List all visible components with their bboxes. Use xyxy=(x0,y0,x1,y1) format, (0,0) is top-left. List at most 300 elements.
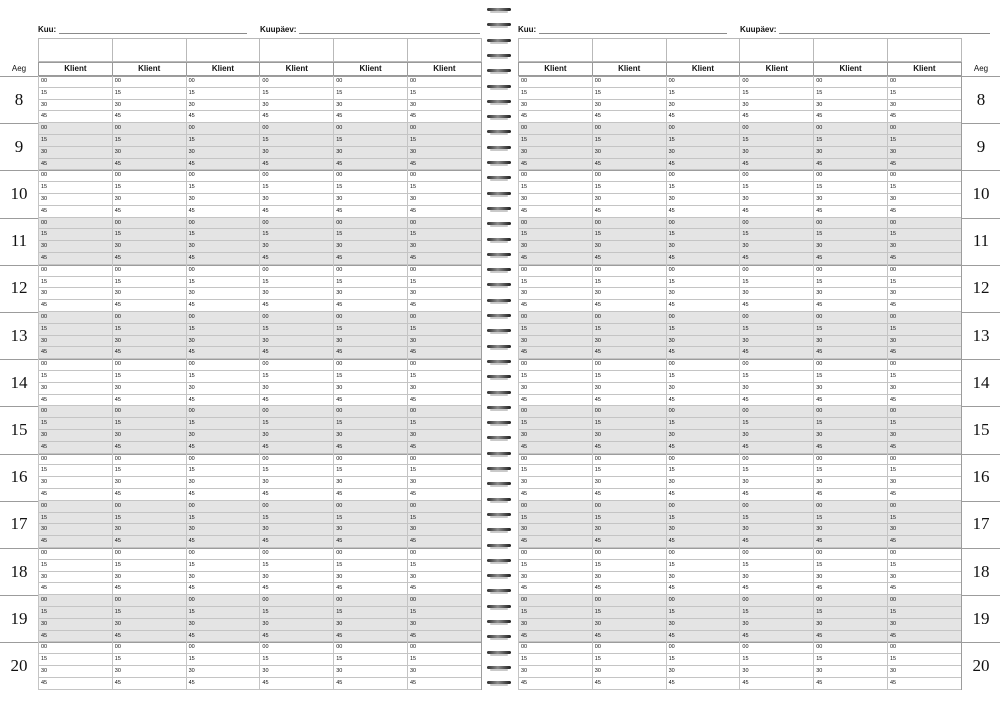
left-time-slot[interactable]: 30 xyxy=(186,147,261,159)
right-time-slot[interactable]: 00 xyxy=(592,123,667,135)
right-time-slot[interactable]: 30 xyxy=(813,194,888,206)
right-time-slot[interactable]: 00 xyxy=(666,595,741,607)
right-time-slot[interactable]: 45 xyxy=(666,536,741,548)
right-time-slot[interactable]: 00 xyxy=(813,170,888,182)
right-time-slot[interactable]: 00 xyxy=(813,501,888,513)
left-time-slot[interactable]: 45 xyxy=(407,111,482,123)
left-time-slot[interactable]: 45 xyxy=(333,678,408,690)
right-time-slot[interactable]: 15 xyxy=(739,229,814,241)
right-time-slot[interactable]: 15 xyxy=(666,607,741,619)
left-time-slot[interactable]: 15 xyxy=(112,135,187,147)
left-time-slot[interactable]: 15 xyxy=(259,182,334,194)
right-time-slot[interactable]: 30 xyxy=(518,147,593,159)
left-time-slot[interactable]: 30 xyxy=(112,572,187,584)
left-time-slot[interactable]: 15 xyxy=(38,560,113,572)
right-time-slot[interactable]: 00 xyxy=(813,265,888,277)
left-time-slot[interactable]: 30 xyxy=(38,666,113,678)
left-time-slot[interactable]: 45 xyxy=(38,159,113,171)
left-time-slot[interactable]: 45 xyxy=(407,489,482,501)
right-time-slot[interactable]: 45 xyxy=(518,300,593,312)
right-time-slot[interactable]: 45 xyxy=(887,111,962,123)
left-time-slot[interactable]: 00 xyxy=(112,548,187,560)
right-time-slot[interactable]: 15 xyxy=(518,513,593,525)
left-time-slot[interactable]: 00 xyxy=(112,501,187,513)
right-time-slot[interactable]: 15 xyxy=(592,654,667,666)
left-time-slot[interactable]: 30 xyxy=(333,336,408,348)
right-time-slot[interactable]: 45 xyxy=(666,395,741,407)
right-time-slot[interactable]: 15 xyxy=(666,371,741,383)
right-time-slot[interactable]: 30 xyxy=(592,477,667,489)
left-time-slot[interactable]: 00 xyxy=(407,642,482,654)
left-time-slot[interactable]: 45 xyxy=(38,206,113,218)
right-time-slot[interactable]: 15 xyxy=(518,135,593,147)
left-time-slot[interactable]: 00 xyxy=(38,406,113,418)
left-time-slot[interactable]: 45 xyxy=(38,111,113,123)
right-time-slot[interactable]: 45 xyxy=(739,206,814,218)
right-time-slot[interactable]: 45 xyxy=(666,253,741,265)
right-time-slot[interactable]: 00 xyxy=(518,548,593,560)
kuu-input-line[interactable] xyxy=(539,24,727,34)
right-time-slot[interactable]: 15 xyxy=(592,560,667,572)
right-time-slot[interactable]: 45 xyxy=(739,583,814,595)
right-time-slot[interactable]: 45 xyxy=(592,631,667,643)
right-time-slot[interactable]: 30 xyxy=(666,666,741,678)
left-time-slot[interactable]: 00 xyxy=(407,501,482,513)
right-time-slot[interactable]: 30 xyxy=(887,147,962,159)
right-time-slot[interactable]: 45 xyxy=(518,206,593,218)
right-time-slot[interactable]: 00 xyxy=(813,312,888,324)
right-time-slot[interactable]: 45 xyxy=(739,111,814,123)
right-time-slot[interactable]: 30 xyxy=(666,100,741,112)
left-time-slot[interactable]: 45 xyxy=(407,300,482,312)
right-time-slot[interactable]: 00 xyxy=(592,406,667,418)
right-time-slot[interactable]: 30 xyxy=(887,241,962,253)
left-time-slot[interactable]: 30 xyxy=(186,288,261,300)
right-time-slot[interactable]: 00 xyxy=(666,123,741,135)
left-time-slot[interactable]: 15 xyxy=(259,371,334,383)
left-time-slot[interactable]: 15 xyxy=(259,560,334,572)
left-time-slot[interactable]: 45 xyxy=(333,206,408,218)
left-time-slot[interactable]: 15 xyxy=(259,277,334,289)
left-time-slot[interactable]: 30 xyxy=(259,383,334,395)
left-column-name-box[interactable] xyxy=(333,38,408,62)
left-column-name-box[interactable] xyxy=(259,38,334,62)
left-time-slot[interactable]: 00 xyxy=(333,123,408,135)
left-time-slot[interactable]: 15 xyxy=(259,654,334,666)
left-time-slot[interactable]: 00 xyxy=(186,76,261,88)
right-time-slot[interactable]: 45 xyxy=(739,536,814,548)
left-time-slot[interactable]: 30 xyxy=(407,572,482,584)
right-time-slot[interactable]: 45 xyxy=(813,347,888,359)
right-time-slot[interactable]: 30 xyxy=(739,619,814,631)
right-time-slot[interactable]: 45 xyxy=(666,300,741,312)
right-time-slot[interactable]: 30 xyxy=(813,241,888,253)
left-time-slot[interactable]: 30 xyxy=(186,336,261,348)
right-time-slot[interactable]: 15 xyxy=(739,277,814,289)
right-time-slot[interactable]: 00 xyxy=(739,548,814,560)
right-time-slot[interactable]: 45 xyxy=(518,111,593,123)
left-time-slot[interactable]: 45 xyxy=(259,347,334,359)
right-time-slot[interactable]: 45 xyxy=(666,442,741,454)
right-time-slot[interactable]: 00 xyxy=(813,406,888,418)
right-time-slot[interactable]: 15 xyxy=(887,182,962,194)
left-time-slot[interactable]: 30 xyxy=(38,477,113,489)
right-time-slot[interactable]: 45 xyxy=(518,253,593,265)
left-time-slot[interactable]: 15 xyxy=(407,324,482,336)
left-time-slot[interactable]: 45 xyxy=(333,583,408,595)
left-time-slot[interactable]: 30 xyxy=(407,430,482,442)
right-time-slot[interactable]: 45 xyxy=(666,347,741,359)
left-time-slot[interactable]: 00 xyxy=(112,595,187,607)
left-time-slot[interactable]: 15 xyxy=(186,88,261,100)
left-time-slot[interactable]: 45 xyxy=(259,300,334,312)
left-time-slot[interactable]: 45 xyxy=(38,395,113,407)
left-time-slot[interactable]: 30 xyxy=(186,430,261,442)
right-time-slot[interactable]: 00 xyxy=(592,265,667,277)
right-time-slot[interactable]: 45 xyxy=(518,347,593,359)
right-time-slot[interactable]: 15 xyxy=(813,465,888,477)
left-time-slot[interactable]: 00 xyxy=(259,170,334,182)
left-time-slot[interactable]: 30 xyxy=(186,477,261,489)
left-time-slot[interactable]: 45 xyxy=(407,678,482,690)
right-time-slot[interactable]: 30 xyxy=(518,619,593,631)
right-time-slot[interactable]: 30 xyxy=(592,430,667,442)
left-time-slot[interactable]: 15 xyxy=(38,654,113,666)
left-time-slot[interactable]: 00 xyxy=(259,642,334,654)
right-time-slot[interactable]: 00 xyxy=(518,76,593,88)
right-time-slot[interactable]: 45 xyxy=(592,253,667,265)
left-time-slot[interactable]: 30 xyxy=(333,619,408,631)
left-time-slot[interactable]: 15 xyxy=(407,229,482,241)
left-time-slot[interactable]: 30 xyxy=(259,336,334,348)
right-time-slot[interactable]: 00 xyxy=(739,123,814,135)
left-time-slot[interactable]: 15 xyxy=(38,513,113,525)
left-time-slot[interactable]: 30 xyxy=(38,383,113,395)
right-time-slot[interactable]: 15 xyxy=(813,229,888,241)
right-time-slot[interactable]: 30 xyxy=(887,430,962,442)
left-time-slot[interactable]: 30 xyxy=(259,241,334,253)
left-column-name-box[interactable] xyxy=(112,38,187,62)
left-time-slot[interactable]: 15 xyxy=(38,371,113,383)
left-time-slot[interactable]: 00 xyxy=(259,359,334,371)
right-time-slot[interactable]: 30 xyxy=(887,288,962,300)
left-time-slot[interactable]: 00 xyxy=(259,501,334,513)
left-time-slot[interactable]: 15 xyxy=(259,135,334,147)
right-time-slot[interactable]: 30 xyxy=(887,383,962,395)
right-time-slot[interactable]: 15 xyxy=(813,654,888,666)
right-time-slot[interactable]: 45 xyxy=(739,442,814,454)
left-time-slot[interactable]: 30 xyxy=(112,288,187,300)
left-time-slot[interactable]: 30 xyxy=(112,336,187,348)
left-time-slot[interactable]: 00 xyxy=(186,123,261,135)
right-time-slot[interactable]: 00 xyxy=(887,595,962,607)
right-column-name-box[interactable] xyxy=(813,38,888,62)
left-time-slot[interactable]: 30 xyxy=(259,619,334,631)
left-time-slot[interactable]: 00 xyxy=(38,218,113,230)
right-time-slot[interactable]: 15 xyxy=(887,418,962,430)
left-time-slot[interactable]: 30 xyxy=(407,666,482,678)
left-time-slot[interactable]: 15 xyxy=(112,182,187,194)
right-time-slot[interactable]: 45 xyxy=(518,442,593,454)
left-time-slot[interactable]: 30 xyxy=(112,383,187,395)
right-column-name-box[interactable] xyxy=(666,38,741,62)
right-time-slot[interactable]: 15 xyxy=(813,513,888,525)
right-time-slot[interactable]: 15 xyxy=(666,182,741,194)
right-time-slot[interactable]: 15 xyxy=(518,277,593,289)
left-time-slot[interactable]: 45 xyxy=(333,489,408,501)
right-time-slot[interactable]: 00 xyxy=(518,312,593,324)
left-time-slot[interactable]: 45 xyxy=(333,111,408,123)
left-time-slot[interactable]: 45 xyxy=(186,489,261,501)
right-time-slot[interactable]: 30 xyxy=(739,477,814,489)
right-time-slot[interactable]: 00 xyxy=(887,501,962,513)
right-time-slot[interactable]: 00 xyxy=(666,265,741,277)
left-time-slot[interactable]: 45 xyxy=(333,300,408,312)
right-time-slot[interactable]: 30 xyxy=(666,194,741,206)
right-time-slot[interactable]: 30 xyxy=(739,666,814,678)
left-time-slot[interactable]: 00 xyxy=(333,265,408,277)
right-time-slot[interactable]: 45 xyxy=(518,159,593,171)
left-time-slot[interactable]: 00 xyxy=(333,642,408,654)
right-time-slot[interactable]: 45 xyxy=(666,159,741,171)
right-time-slot[interactable]: 15 xyxy=(518,465,593,477)
right-time-slot[interactable]: 30 xyxy=(887,666,962,678)
right-time-slot[interactable]: 30 xyxy=(666,572,741,584)
right-time-slot[interactable]: 00 xyxy=(813,359,888,371)
right-time-slot[interactable]: 45 xyxy=(813,253,888,265)
right-time-slot[interactable]: 15 xyxy=(887,371,962,383)
right-time-slot[interactable]: 45 xyxy=(592,111,667,123)
right-time-slot[interactable]: 45 xyxy=(666,583,741,595)
left-time-slot[interactable]: 30 xyxy=(259,524,334,536)
right-time-slot[interactable]: 30 xyxy=(666,430,741,442)
right-time-slot[interactable]: 45 xyxy=(739,347,814,359)
right-time-slot[interactable]: 30 xyxy=(813,666,888,678)
left-time-slot[interactable]: 15 xyxy=(38,324,113,336)
left-time-slot[interactable]: 00 xyxy=(407,123,482,135)
left-time-slot[interactable]: 00 xyxy=(186,642,261,654)
right-time-slot[interactable]: 30 xyxy=(813,524,888,536)
right-time-slot[interactable]: 45 xyxy=(813,300,888,312)
left-time-slot[interactable]: 30 xyxy=(333,288,408,300)
left-time-slot[interactable]: 15 xyxy=(112,88,187,100)
right-time-slot[interactable]: 15 xyxy=(666,135,741,147)
right-time-slot[interactable]: 00 xyxy=(666,76,741,88)
right-time-slot[interactable]: 00 xyxy=(666,454,741,466)
left-time-slot[interactable]: 00 xyxy=(112,265,187,277)
right-time-slot[interactable]: 00 xyxy=(666,312,741,324)
left-time-slot[interactable]: 15 xyxy=(112,277,187,289)
right-time-slot[interactable]: 15 xyxy=(592,465,667,477)
left-time-slot[interactable]: 30 xyxy=(186,383,261,395)
right-time-slot[interactable]: 15 xyxy=(739,324,814,336)
left-time-slot[interactable]: 45 xyxy=(333,631,408,643)
right-time-slot[interactable]: 30 xyxy=(592,383,667,395)
left-time-slot[interactable]: 45 xyxy=(407,347,482,359)
left-time-slot[interactable]: 15 xyxy=(186,513,261,525)
right-time-slot[interactable]: 15 xyxy=(666,654,741,666)
right-time-slot[interactable]: 00 xyxy=(887,312,962,324)
right-time-slot[interactable]: 45 xyxy=(592,442,667,454)
right-time-slot[interactable]: 45 xyxy=(739,678,814,690)
right-time-slot[interactable]: 30 xyxy=(592,241,667,253)
left-time-slot[interactable]: 15 xyxy=(259,465,334,477)
right-time-slot[interactable]: 00 xyxy=(592,595,667,607)
right-time-slot[interactable]: 30 xyxy=(739,336,814,348)
right-time-slot[interactable]: 30 xyxy=(739,524,814,536)
right-time-slot[interactable]: 15 xyxy=(666,277,741,289)
right-time-slot[interactable]: 30 xyxy=(592,524,667,536)
right-time-slot[interactable]: 30 xyxy=(518,241,593,253)
right-time-slot[interactable]: 30 xyxy=(739,288,814,300)
right-time-slot[interactable]: 30 xyxy=(666,147,741,159)
left-time-slot[interactable]: 45 xyxy=(186,442,261,454)
left-time-slot[interactable]: 30 xyxy=(38,336,113,348)
left-time-slot[interactable]: 00 xyxy=(333,312,408,324)
right-time-slot[interactable]: 45 xyxy=(592,583,667,595)
left-time-slot[interactable]: 15 xyxy=(112,560,187,572)
right-time-slot[interactable]: 45 xyxy=(592,395,667,407)
right-time-slot[interactable]: 15 xyxy=(592,324,667,336)
right-time-slot[interactable]: 45 xyxy=(739,300,814,312)
right-time-slot[interactable]: 15 xyxy=(666,88,741,100)
left-time-slot[interactable]: 45 xyxy=(112,111,187,123)
left-time-slot[interactable]: 30 xyxy=(259,194,334,206)
right-time-slot[interactable]: 15 xyxy=(518,560,593,572)
right-time-slot[interactable]: 00 xyxy=(813,218,888,230)
left-time-slot[interactable]: 30 xyxy=(333,524,408,536)
left-time-slot[interactable]: 15 xyxy=(333,277,408,289)
right-time-slot[interactable]: 00 xyxy=(887,359,962,371)
left-column-name-box[interactable] xyxy=(38,38,113,62)
left-time-slot[interactable]: 15 xyxy=(259,418,334,430)
left-kuupaev-field[interactable] xyxy=(260,22,480,34)
right-time-slot[interactable]: 30 xyxy=(592,336,667,348)
right-time-slot[interactable]: 00 xyxy=(887,548,962,560)
right-time-slot[interactable]: 00 xyxy=(666,501,741,513)
left-time-slot[interactable]: 30 xyxy=(333,194,408,206)
left-time-slot[interactable]: 30 xyxy=(186,666,261,678)
right-time-slot[interactable]: 30 xyxy=(887,619,962,631)
left-time-slot[interactable]: 45 xyxy=(407,253,482,265)
right-time-slot[interactable]: 15 xyxy=(592,277,667,289)
kuu-input-line[interactable] xyxy=(59,24,247,34)
left-time-slot[interactable]: 00 xyxy=(259,218,334,230)
left-time-slot[interactable]: 45 xyxy=(112,206,187,218)
right-time-slot[interactable]: 45 xyxy=(592,489,667,501)
right-time-slot[interactable]: 15 xyxy=(813,182,888,194)
left-time-slot[interactable]: 00 xyxy=(112,76,187,88)
right-time-slot[interactable]: 45 xyxy=(666,631,741,643)
right-time-slot[interactable]: 00 xyxy=(518,170,593,182)
right-column-name-box[interactable] xyxy=(518,38,593,62)
left-time-slot[interactable]: 45 xyxy=(186,206,261,218)
right-time-slot[interactable]: 45 xyxy=(592,159,667,171)
left-time-slot[interactable]: 45 xyxy=(407,395,482,407)
right-time-slot[interactable]: 15 xyxy=(887,277,962,289)
right-time-slot[interactable]: 30 xyxy=(592,100,667,112)
right-time-slot[interactable]: 15 xyxy=(813,324,888,336)
left-time-slot[interactable]: 15 xyxy=(186,560,261,572)
left-time-slot[interactable]: 00 xyxy=(259,76,334,88)
right-time-slot[interactable]: 00 xyxy=(592,501,667,513)
left-time-slot[interactable]: 00 xyxy=(186,548,261,560)
left-time-slot[interactable]: 00 xyxy=(38,595,113,607)
right-time-slot[interactable]: 45 xyxy=(592,300,667,312)
left-time-slot[interactable]: 30 xyxy=(259,430,334,442)
right-time-slot[interactable]: 30 xyxy=(739,241,814,253)
left-time-slot[interactable]: 30 xyxy=(186,524,261,536)
right-time-slot[interactable]: 00 xyxy=(887,218,962,230)
left-time-slot[interactable]: 15 xyxy=(333,513,408,525)
right-time-slot[interactable]: 00 xyxy=(739,312,814,324)
left-time-slot[interactable]: 00 xyxy=(186,312,261,324)
right-time-slot[interactable]: 45 xyxy=(592,678,667,690)
left-time-slot[interactable]: 30 xyxy=(112,241,187,253)
left-time-slot[interactable]: 15 xyxy=(38,135,113,147)
left-time-slot[interactable]: 30 xyxy=(186,619,261,631)
left-time-slot[interactable]: 45 xyxy=(112,678,187,690)
right-time-slot[interactable]: 30 xyxy=(813,477,888,489)
right-time-slot[interactable]: 15 xyxy=(518,88,593,100)
right-time-slot[interactable]: 15 xyxy=(592,513,667,525)
left-time-slot[interactable]: 15 xyxy=(112,324,187,336)
right-time-slot[interactable]: 15 xyxy=(739,465,814,477)
right-time-slot[interactable]: 45 xyxy=(887,395,962,407)
right-time-slot[interactable]: 30 xyxy=(813,430,888,442)
left-time-slot[interactable]: 15 xyxy=(186,135,261,147)
left-time-slot[interactable]: 00 xyxy=(259,595,334,607)
left-time-slot[interactable]: 45 xyxy=(259,489,334,501)
left-time-slot[interactable]: 15 xyxy=(186,418,261,430)
left-time-slot[interactable]: 45 xyxy=(38,631,113,643)
left-time-slot[interactable]: 15 xyxy=(259,324,334,336)
right-time-slot[interactable]: 45 xyxy=(518,489,593,501)
left-time-slot[interactable]: 30 xyxy=(407,477,482,489)
left-time-slot[interactable]: 15 xyxy=(259,229,334,241)
left-time-slot[interactable]: 15 xyxy=(186,229,261,241)
right-kuu-field[interactable] xyxy=(518,22,727,34)
left-time-slot[interactable]: 30 xyxy=(407,194,482,206)
right-time-slot[interactable]: 45 xyxy=(518,536,593,548)
right-time-slot[interactable]: 45 xyxy=(813,442,888,454)
left-time-slot[interactable]: 15 xyxy=(112,418,187,430)
right-time-slot[interactable]: 45 xyxy=(887,442,962,454)
left-time-slot[interactable]: 45 xyxy=(112,253,187,265)
left-time-slot[interactable]: 30 xyxy=(112,194,187,206)
right-time-slot[interactable]: 15 xyxy=(813,607,888,619)
left-time-slot[interactable]: 15 xyxy=(333,182,408,194)
left-time-slot[interactable]: 45 xyxy=(38,678,113,690)
right-time-slot[interactable]: 30 xyxy=(592,147,667,159)
right-time-slot[interactable]: 00 xyxy=(739,218,814,230)
left-time-slot[interactable]: 45 xyxy=(333,253,408,265)
left-time-slot[interactable]: 00 xyxy=(186,170,261,182)
left-time-slot[interactable]: 45 xyxy=(259,111,334,123)
left-time-slot[interactable]: 15 xyxy=(38,418,113,430)
right-time-slot[interactable]: 45 xyxy=(813,489,888,501)
right-time-slot[interactable]: 30 xyxy=(887,524,962,536)
right-time-slot[interactable]: 00 xyxy=(592,454,667,466)
right-time-slot[interactable]: 15 xyxy=(666,513,741,525)
left-time-slot[interactable]: 45 xyxy=(186,347,261,359)
left-time-slot[interactable]: 45 xyxy=(186,159,261,171)
right-time-slot[interactable]: 30 xyxy=(666,619,741,631)
left-time-slot[interactable]: 00 xyxy=(259,265,334,277)
right-time-slot[interactable]: 30 xyxy=(592,194,667,206)
right-time-slot[interactable]: 00 xyxy=(518,218,593,230)
right-time-slot[interactable]: 45 xyxy=(666,111,741,123)
